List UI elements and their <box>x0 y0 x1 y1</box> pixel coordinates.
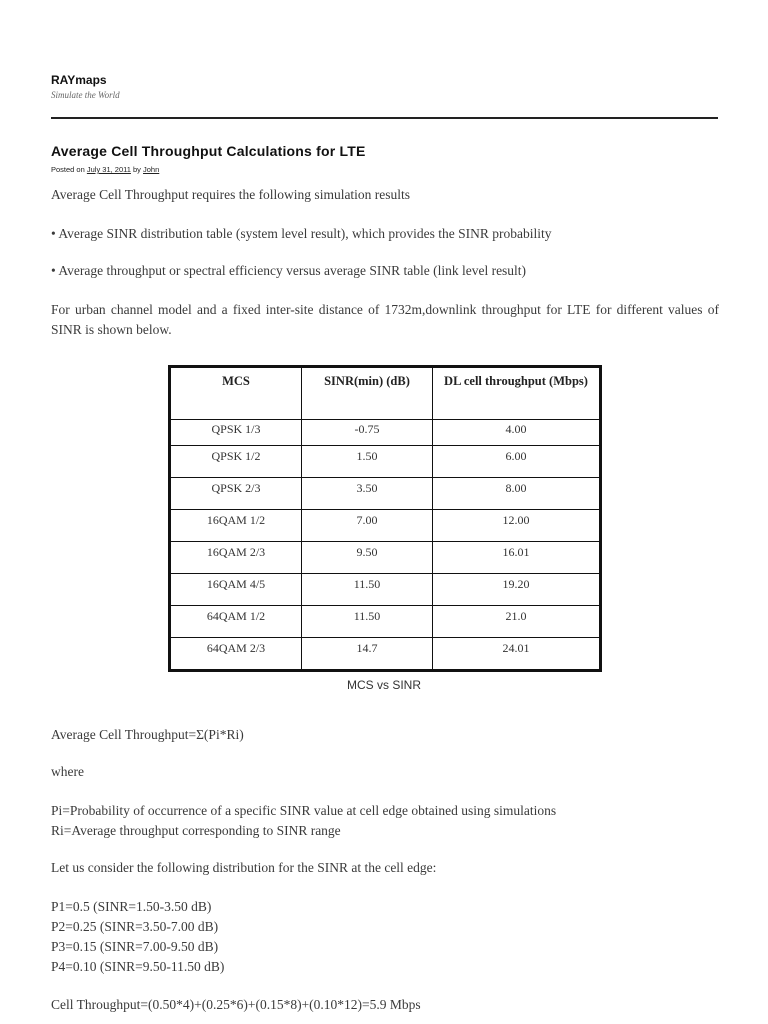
cell-throughput: 6.00 <box>433 446 601 478</box>
probability-list <box>51 897 224 977</box>
cell-mcs: QPSK 1/3 <box>170 420 302 446</box>
cell-sinr: 11.50 <box>302 606 433 638</box>
cell-mcs: 64QAM 2/3 <box>170 638 302 671</box>
cell-sinr: 11.50 <box>302 574 433 606</box>
probability-p3: P3=0.15 (SINR=7.00-9.50 dB) <box>51 939 219 954</box>
cell-throughput: 16.01 <box>433 542 601 574</box>
urban-paragraph: For urban channel model and a fixed inter-site distance of 1732m,downlink throughput for LTE for different values of SINR is shown below. <box>51 302 719 337</box>
post-title[interactable]: Average Cell Throughput Calculations for LTE <box>51 143 366 159</box>
cell-throughput: 21.0 <box>433 606 601 638</box>
cell-throughput: 8.00 <box>433 478 601 510</box>
meta-prefix: Posted on <box>51 165 87 174</box>
meta-by: by <box>130 165 144 174</box>
header-divider <box>51 117 718 119</box>
post-author-link[interactable]: John <box>143 165 160 174</box>
cell-sinr: 1.50 <box>302 446 433 478</box>
probability-p2: P2=0.25 (SINR=3.50-7.00 dB) <box>51 919 219 934</box>
mcs-sinr-table <box>168 365 602 672</box>
post-date-link[interactable]: July 31, 2011 <box>86 165 131 174</box>
cell-mcs: QPSK 1/2 <box>170 446 302 478</box>
distribution-intro: Let us consider the following distribution for the SINR at the cell edge: <box>51 860 437 875</box>
cell-sinr: 7.00 <box>302 510 433 542</box>
bullet-throughput-table: • Average throughput or spectral efficiency versus average SINR table (link level result) <box>51 263 527 278</box>
header-mcs: MCS <box>170 367 302 420</box>
cell-mcs: QPSK 2/3 <box>170 478 302 510</box>
probability-p1: P1=0.5 (SINR=1.50-3.50 dB) <box>51 899 212 914</box>
formula-average: Average Cell Throughput=Σ(Pi*Ri) <box>51 727 244 742</box>
cell-throughput-result: Cell Throughput=(0.50*4)+(0.25*6)+(0.15*8)+(0.10*12)=5.9 Mbps <box>51 997 421 1012</box>
cell-throughput: 4.00 <box>433 420 601 446</box>
definition-ri: Ri=Average throughput corresponding to SINR range <box>51 823 341 838</box>
post-meta <box>51 165 159 174</box>
cell-throughput: 12.00 <box>433 510 601 542</box>
cell-mcs: 16QAM 2/3 <box>170 542 302 574</box>
table-row <box>170 478 601 510</box>
cell-sinr: -0.75 <box>302 420 433 446</box>
table-header-row <box>170 367 601 420</box>
site-title[interactable]: RAYmaps <box>51 73 107 87</box>
cell-throughput: 19.20 <box>433 574 601 606</box>
table-row <box>170 574 601 606</box>
header-sinr: SINR(min) (dB) <box>302 367 433 420</box>
table-row <box>170 606 601 638</box>
site-tagline: Simulate the World <box>51 90 120 100</box>
cell-sinr: 14.7 <box>302 638 433 671</box>
cell-mcs: 64QAM 1/2 <box>170 606 302 638</box>
table-row <box>170 420 601 446</box>
cell-sinr: 9.50 <box>302 542 433 574</box>
table-row <box>170 446 601 478</box>
cell-mcs: 16QAM 4/5 <box>170 574 302 606</box>
table-row <box>170 510 601 542</box>
intro-paragraph: Average Cell Throughput requires the following simulation results <box>51 187 411 202</box>
table-row <box>170 542 601 574</box>
cell-throughput: 24.01 <box>433 638 601 671</box>
table-row <box>170 638 601 671</box>
formula-where: where <box>51 764 84 779</box>
probability-p4: P4=0.10 (SINR=9.50-11.50 dB) <box>51 959 225 974</box>
table-caption: MCS vs SINR <box>346 678 421 692</box>
bullet-sinr-distribution: • Average SINR distribution table (system level result), which provides the SINR probability <box>51 226 552 241</box>
cell-mcs: 16QAM 1/2 <box>170 510 302 542</box>
definition-pi: Pi=Probability of occurrence of a specific SINR value at cell edge obtained using simulations <box>51 803 557 818</box>
cell-sinr: 3.50 <box>302 478 433 510</box>
header-throughput: DL cell throughput (Mbps) <box>433 367 601 420</box>
formula-definitions <box>51 801 556 841</box>
